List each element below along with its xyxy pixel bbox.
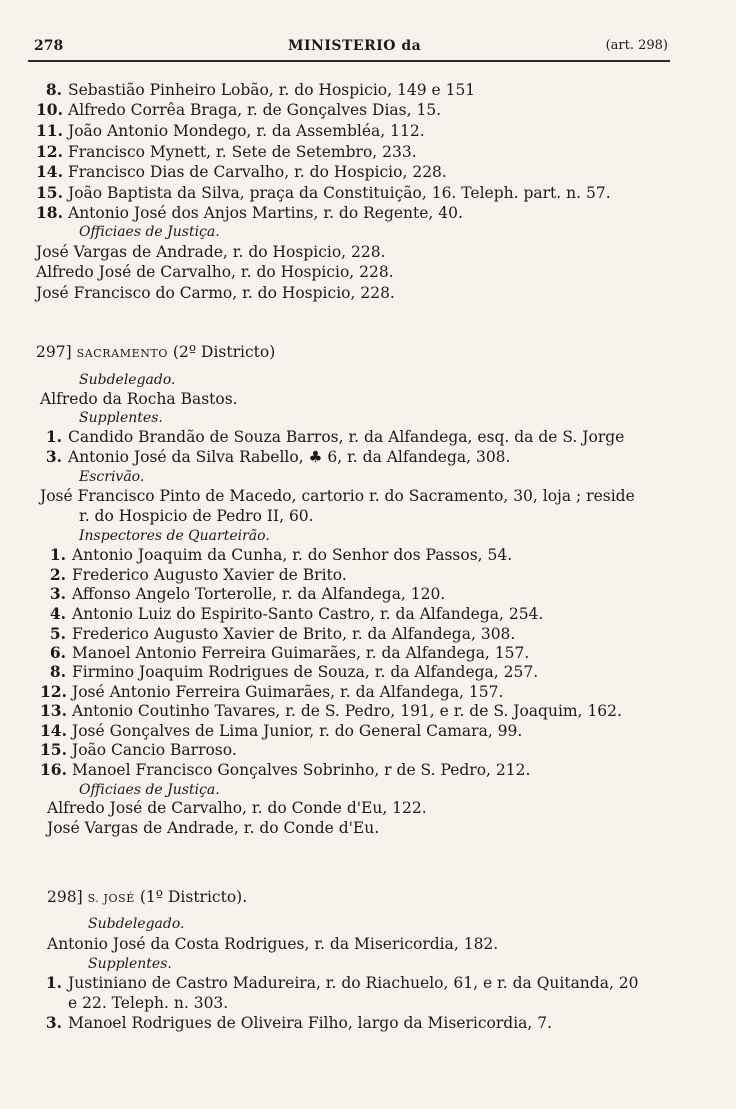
page-number: 278: [34, 38, 64, 54]
article-range: (art. 298): [605, 38, 668, 53]
supplentes-heading: Supplentes.: [79, 410, 163, 426]
list-item: 1. Justiniano de Castro Madureira, r. do Riachuelo, 61, e r. da Quitanda, 20: [45, 973, 639, 992]
list-item: 1. Candido Brandão de Souza Barros, r. da Alfandega, esq. da de S. Jorge: [45, 427, 625, 446]
list-item: 3. Manoel Rodrigues de Oliveira Filho, largo da Misericordia, 7.: [45, 1013, 553, 1032]
list-item: 1. Antonio Joaquim da Cunha, r. do Senhor dos Passos, 54.: [49, 545, 513, 564]
list-item: 4. Antonio Luiz do Espirito-Santo Castro, r. da Alfandega, 254.: [49, 604, 544, 623]
supplentes-heading: Supplentes.: [88, 956, 172, 972]
list-item: 3. Affonso Angelo Torterolle, r. da Alfandega, 120.: [49, 584, 446, 603]
official-entry: José Vargas de Andrade, r. do Hospicio, 228.: [36, 243, 386, 261]
list-item: 15. João Baptista da Silva, praça da Constituição, 16. Teleph. part. n. 57.: [36, 183, 611, 202]
subdelegado-heading: Subdelegado.: [88, 916, 185, 932]
list-item: 8. Firmino Joaquim Rodrigues de Souza, r. da Alfandega, 257.: [49, 662, 539, 681]
list-item: 12. José Antonio Ferreira Guimarães, r. da Alfandega, 157.: [40, 682, 504, 701]
list-item: 11. João Antonio Mondego, r. da Assembléa, 112.: [36, 121, 425, 140]
list-item: 13. Antonio Coutinho Tavares, r. de S. Pedro, 191, e r. de S. Joaquim, 162.: [40, 701, 622, 720]
list-item: 6. Manoel Antonio Ferreira Guimarães, r. da Alfandega, 157.: [49, 643, 530, 662]
list-item: 10. Alfredo Corrêa Braga, r. de Gonçalves Dias, 15.: [36, 100, 442, 119]
list-item: 18. Antonio José dos Anjos Martins, r. do Regente, 40.: [36, 203, 463, 222]
escrivao-heading: Escrivão.: [79, 469, 145, 485]
list-item: e 22. Teleph. n. 303.: [68, 994, 229, 1012]
list-item: 15. João Cancio Barroso.: [40, 740, 237, 759]
inspectores-heading: Inspectores de Quarteirão.: [79, 528, 270, 544]
running-title: MINISTERIO da: [288, 38, 422, 54]
list-item: 3. Antonio José da Silva Rabello, ♣ 6, r. da Alfandega, 308.: [45, 447, 511, 466]
official-entry: José Francisco do Carmo, r. do Hospicio, 228.: [36, 284, 395, 302]
subdelegado-heading: Subdelegado.: [79, 372, 176, 388]
header-rule: [28, 60, 670, 62]
escrivao-entry: José Francisco Pinto de Macedo, cartorio r. do Sacramento, 30, loja ; reside: [40, 487, 635, 505]
list-item: 8. Sebastião Pinheiro Lobão, r. do Hospicio, 149 e 151: [45, 80, 476, 99]
official-entry: Alfredo José de Carvalho, r. do Conde d'Eu, 122.: [47, 799, 427, 817]
official-entry: José Vargas de Andrade, r. do Conde d'Eu.: [47, 819, 380, 837]
list-item: 2. Frederico Augusto Xavier de Brito.: [49, 565, 347, 584]
section-heading: 298] S. JOSÉ (1º Districto).: [47, 888, 248, 906]
list-item: 14. Francisco Dias de Carvalho, r. do Hospicio, 228.: [36, 162, 447, 181]
list-item: 16. Manoel Francisco Gonçalves Sobrinho, r de S. Pedro, 212.: [40, 760, 531, 779]
official-entry: Alfredo José de Carvalho, r. do Hospicio, 228.: [36, 263, 394, 281]
escrivao-entry: r. do Hospicio de Pedro II, 60.: [79, 507, 314, 525]
officiaes-heading: Officiaes de Justiça.: [79, 224, 220, 240]
list-item: 14. José Gonçalves de Lima Junior, r. do General Camara, 99.: [40, 721, 523, 740]
section-heading: 297] SACRAMENTO (2º Districto): [36, 343, 276, 361]
subdelegado-name: Alfredo da Rocha Bastos.: [40, 390, 238, 408]
list-item: 12. Francisco Mynett, r. Sete de Setembro, 233.: [36, 142, 417, 161]
page-header: [28, 38, 668, 60]
subdelegado-name: Antonio José da Costa Rodrigues, r. da Misericordia, 182.: [47, 935, 499, 953]
officiaes-heading: Officiaes de Justiça.: [79, 782, 220, 798]
list-item: 5. Frederico Augusto Xavier de Brito, r. da Alfandega, 308.: [49, 624, 516, 643]
